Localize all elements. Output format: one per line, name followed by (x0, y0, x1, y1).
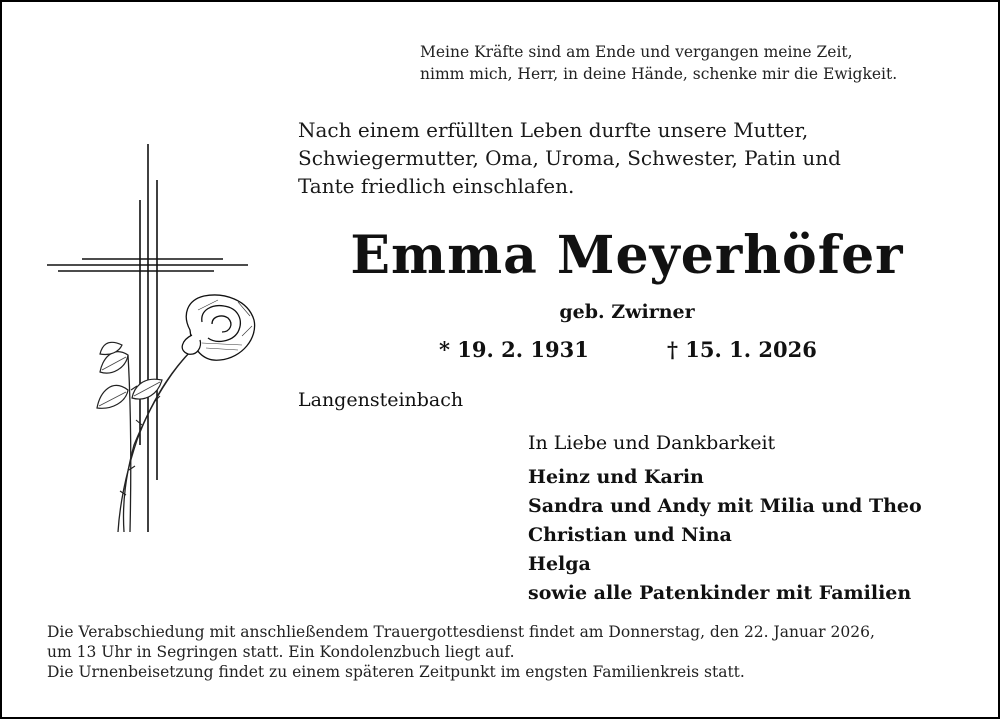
mourners-heading: In Liebe und Dankbarkeit (528, 432, 776, 454)
mourner-name: sowie alle Patenkinder mit Familien (528, 582, 912, 604)
maiden-name: geb. Zwirner (559, 301, 695, 323)
verse-line: nimm mich, Herr, in deine Hände, schenke mir die Ewigkeit. (420, 65, 898, 83)
funeral-notice (47, 622, 875, 682)
verse-line: Meine Kräfte sind am Ende und vergangen meine Zeit, (420, 43, 853, 61)
death-date: † 15. 1. 2026 (667, 337, 817, 362)
intro-line: Tante friedlich einschlafen. (298, 174, 575, 198)
residence-place: Langensteinbach (298, 389, 464, 411)
notice-line: um 13 Uhr in Segringen statt. Ein Kondolenzbuch liegt auf. (47, 643, 515, 661)
intro-line: Schwiegermutter, Oma, Uroma, Schwester, Patin und (298, 146, 841, 170)
mourner-name: Helga (528, 553, 591, 575)
deceased-name: Emma Meyerhöfer (350, 225, 904, 286)
intro-line: Nach einem erfüllten Leben durfte unsere Mutter, (298, 118, 809, 142)
mourner-name: Sandra und Andy mit Milia und Theo (528, 495, 922, 517)
verse (420, 41, 897, 85)
notice-line: Die Urnenbeisetzung findet zu einem späteren Zeitpunkt im engsten Familienkreis statt. (47, 663, 745, 681)
birth-date: * 19. 2. 1931 (439, 337, 589, 362)
intro-text (298, 116, 841, 200)
mourner-name: Heinz und Karin (528, 466, 704, 488)
mourners-list (528, 463, 922, 608)
cross-with-rose-icon (42, 140, 262, 540)
mourner-name: Christian und Nina (528, 524, 732, 546)
notice-line: Die Verabschiedung mit anschließendem Trauergottesdienst findet am Donnerstag, den 22. Januar 2026, (47, 623, 875, 641)
